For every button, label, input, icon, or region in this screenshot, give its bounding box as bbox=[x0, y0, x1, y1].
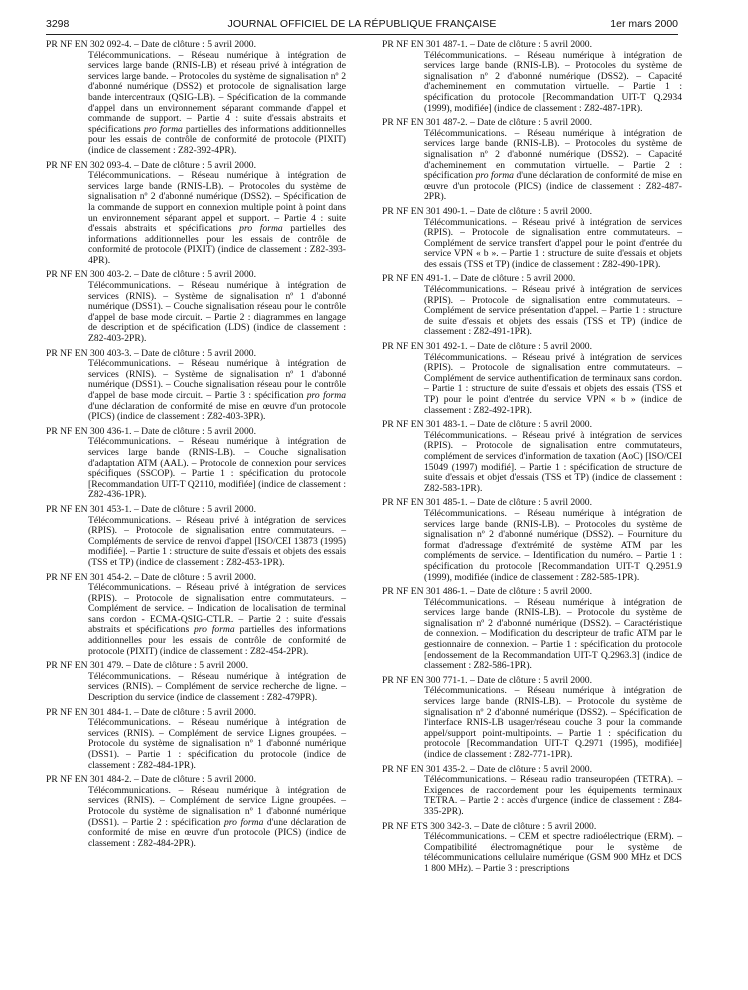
standard-entry bbox=[382, 587, 682, 672]
entry-description: Télécommunications. – Réseau numérique à intégration de services large bande (RNIS-LB). – Couche signalisation d'adaptation ATM (AAL). – Protocole de connexion pour services spécifiques (SSCOP). – Partie 1 : spécification du protocole [Recommandation UIT-T Q2110, modifiée] (indice de classement : Z82-436-1PR). bbox=[88, 436, 346, 501]
entry-reference: PR NF EN 301 453-1. – Date de clôture : 5 avril 2000. bbox=[46, 503, 256, 515]
entry-reference: PR NF EN 301 484-1. – Date de clôture : 5 avril 2000. bbox=[46, 706, 256, 718]
entry-description: Télécommunications. – Réseau privé à intégration de services (RPIS). – Protocole de signalisation entre commutateurs, complément de services d'information de taxation (AoC) [ISO/CEI 15049 (1997) modifié]. – Partie 1 : spécification de structure de suite d'essais et objet d'essais (TSS et TP) (indice de classement : Z82-583-1PR). bbox=[424, 429, 682, 494]
entry-reference: PR NF EN 301 454-2. – Date de clôture : 5 avril 2000. bbox=[46, 571, 256, 583]
standard-entry bbox=[382, 40, 682, 114]
entry-description: Télécommunications. – Réseau numérique à intégration de services (RNIS). – Complément de service Ligne groupées. – Protocole du système de signalisation nº 1 d'abonné numérique (DSS1). – Partie 2 : spécification pro forma d'une déclaration de conformité de mise en œuvre d'un protocole (PICS) (indice de classement : Z82-484-2PR). bbox=[88, 784, 346, 849]
page-number: 3298 bbox=[46, 18, 70, 30]
right-column bbox=[382, 40, 682, 879]
entry-description: Télécommunications. – Réseau numérique à intégration de services (RNIS). – Système de signalisation nº 1 d'abonné numérique (DSS1). – Couche signalisation réseau pour le contrôle d'appel de base mode circuit. – Partie 2 : diagrammes en langage de description et de spécification (LDS) (indice de classement : Z82-403-2PR). bbox=[88, 280, 346, 345]
standard-entry bbox=[382, 822, 682, 875]
entry-reference: PR NF EN 301 486-1. – Date de clôture : 5 avril 2000. bbox=[382, 586, 592, 598]
entry-reference: PR NF EN 300 771-1. – Date de clôture : 5 avril 2000. bbox=[382, 674, 592, 686]
entry-reference: PR NF EN 301 490-1. – Date de clôture : 5 avril 2000. bbox=[382, 205, 592, 217]
entry-reference: PR NF EN 302 093-4. – Date de clôture : 5 avril 2000. bbox=[46, 159, 256, 171]
standard-entry bbox=[382, 765, 682, 818]
standard-entry bbox=[382, 498, 682, 583]
entry-description: Télécommunications. – Réseau privé à intégration de services (RPIS). – Protocole de signalisation entre commutateurs. – Complément de service. – Indication de localisation de terminal sans cordon - ECMA-QSIG-CTLR. – Partie 2 : suite d'essais abstraits et spécifications pro forma partielles des informations additionnelles pour les essais de contrôle de conformité de protocole (PIXIT) (indice de classement : Z82-454-2PR). bbox=[88, 582, 346, 657]
issue-date: 1er mars 2000 bbox=[610, 18, 678, 30]
standard-entry bbox=[382, 118, 682, 203]
entry-description: Télécommunications. – Réseau numérique à intégration de services large bande (RNIS-LB). – Protocole du système de signalisation nº 2 d'abonné numérique (DSS2). – Caractéristique de connexion. – Modification du descripteur de trafic ATM par le gestionnaire de connexion. – Partie 1 : spécification du protocole [endossement de la Recommandation UIT-T Q.2963.3] (indice de classement : Z82-586-1PR). bbox=[424, 596, 682, 672]
entry-reference: PR NF EN 300 436-1. – Date de clôture : 5 avril 2000. bbox=[46, 425, 256, 437]
entry-reference: PR NF EN 491-1. – Date de clôture : 5 avril 2000. bbox=[382, 273, 576, 285]
entry-reference: PR NF EN 301 487-1. – Date de clôture : 5 avril 2000. bbox=[382, 39, 592, 50]
header-rule bbox=[46, 34, 678, 35]
standard-entry bbox=[382, 420, 682, 494]
entry-reference: PR NF EN 302 092-4. – Date de clôture : 5 avril 2000. bbox=[46, 39, 256, 50]
entry-description: Télécommunications. – Réseau numérique à intégration de services large bande (RNIS-LB). – Protocoles du système de signalisation nº 2 d'abonné numérique (DSS2). – Capacité d'acheminement en commutation virtuelle. – Partie 1 : spécification du protocole [Recommandation UIT-T Q.2934 (1999), modifiée] (indice de classement : Z82-487-1PR). bbox=[424, 49, 682, 114]
entry-description: Télécommunications. – Réseau numérique à intégration de services large bande (RNIS-LB) et réseau privé à intégration de services large bande. – Protocoles du système de signalisation nº 2 d'abonné numérique (DSS2) et protocole de signalisation large bande intercentraux (QSIG-LB). – Spécification de la commande d'appel dans un environnement séparant commande d'appel et commande de support. – Partie 4 : suite d'essais abstraits et spécifications pro forma partielles des informations additionnelles pour les essais de contrôle de conformité de protocole (PIXIT) (indice de classement : Z82-392-4PR). bbox=[88, 49, 346, 156]
entry-description: Télécommunications. – Réseau numérique à intégration de services large bande (RNIS-LB). – Protocoles du système de signalisation nº 2 d'abonné numérique (DSS2). – Spécification de la commande de support en connexion multiple point à point dans un environnement séparant appel et support. – Partie 4 : suite d'essais abstraits et spécifications pro forma partielles des informations additionnelles pour les essais de contrôle de conformité de protocole (PIXIT) (indice de classement : Z82-393-4PR). bbox=[88, 170, 346, 266]
standard-entry bbox=[46, 708, 346, 772]
standard-entry bbox=[382, 342, 682, 416]
entry-description: Télécommunications. – Réseau numérique à intégration de services large bande (RNIS-LB). – Protocole du système de signalisation nº 2 d'abonné numérique (DSS2). – Spécification de l'interface RNIS-LB usager/réseau couche 3 pour la commande appel/support point-multipoints. – Partie 1 : spécification du protocole [Recommandation UIT-T Q.2971 (1995), modifiée] (indice de classement : Z82-771-1PR). bbox=[424, 685, 682, 760]
entry-description: Télécommunications. – Réseau numérique à intégration de services (RNIS). – Complément de service Lignes groupées. – Protocole du système de signalisation nº 1 d'abonné numérique (DSS1). – Partie 1 : spécification du protocole (indice de classement : Z82-484-1PR). bbox=[88, 717, 346, 771]
standard-entry bbox=[46, 661, 346, 703]
entry-description: Télécommunications. – Réseau privé à intégration de services (RPIS). – Protocole de signalisation entre commutateurs. – Complément de service authentification de terminaux sans cordon. – Partie 1 : structure de suite d'essais et objets des essais (TSS et TP) pour le point d'entrée du service VPN « b » (indice de classement : Z82-492-1PR). bbox=[424, 351, 682, 416]
standard-entry bbox=[46, 573, 346, 658]
entry-reference: PR NF EN 301 492-1. – Date de clôture : 5 avril 2000. bbox=[382, 341, 592, 353]
entry-reference: PR NF EN 301 435-2. – Date de clôture : 5 avril 2000. bbox=[382, 763, 592, 775]
entry-description: Télécommunications. – Réseau privé à intégration de services (RPIS). – Protocole de signalisation entre commutateurs. – Compléments de service de renvoi d'appel [ISO/CEI 13873 (1995) modifiée]. – Partie 1 : structure de suite d'essais et objets des essais (TSS et TP) (indice de classement : Z82-453-1PR). bbox=[88, 514, 346, 568]
entry-reference: PR NF EN 300 403-3. – Date de clôture : 5 avril 2000. bbox=[46, 347, 256, 359]
standard-entry bbox=[382, 274, 682, 338]
standard-entry bbox=[46, 161, 346, 267]
journal-title: JOURNAL OFFICIEL DE LA RÉPUBLIQUE FRANÇAISE bbox=[227, 18, 497, 30]
standard-entry bbox=[46, 775, 346, 849]
entry-reference: PR NF EN 301 479. – Date de clôture : 5 avril 2000. bbox=[46, 660, 248, 672]
left-column bbox=[46, 40, 346, 853]
standard-entry bbox=[46, 427, 346, 501]
entry-description: Télécommunications. – Réseau numérique à intégration de services large bande (RNIS-LB). – Protocoles du système de signalisation nº 2 d'abonné numérique (DSS2). – Fourniture du format d'adressage d'extrémité de système ATM par les compléments de service. – Identification du numéro. – Partie 1 : spécification du protocole [Recommandation UIT-T Q.2951.9 (1999), modifiée (indice de classement : Z82-585-1PR). bbox=[424, 507, 682, 583]
entry-reference: PR NF ETS 300 342-3. – Date de clôture : 5 avril 2000. bbox=[382, 820, 597, 832]
standard-entry bbox=[382, 676, 682, 761]
entry-description: Télécommunications. – Réseau privé à intégration de services (RPIS). – Protocole de signalisation entre commutateurs. – Complément de service présentation d'appel. – Partie 1 : structure de suite d'essais et objets des essais (TSS et TP) (indice de classement : Z82-491-1PR). bbox=[424, 284, 682, 338]
entry-reference: PR NF EN 301 483-1. – Date de clôture : 5 avril 2000. bbox=[382, 419, 592, 431]
entry-reference: PR NF EN 300 403-2. – Date de clôture : 5 avril 2000. bbox=[46, 269, 256, 281]
entry-description: Télécommunications. – CEM et spectre radioélectrique (ERM). – Compatibilité électromagnétique pour le système de télécommunications cellulaire numérique (GSM 900 MHz et DCS 1 800 MHz). – Partie 3 : prescriptions bbox=[424, 831, 682, 874]
page-header bbox=[46, 18, 678, 32]
standard-entry bbox=[46, 349, 346, 423]
entry-description: Télécommunications. – Réseau numérique à intégration de services (RNIS). – Complément de service recherche de ligne. – Description du service (indice de classement : Z82-479PR). bbox=[88, 670, 346, 704]
entry-reference: PR NF EN 301 485-1. – Date de clôture : 5 avril 2000. bbox=[382, 497, 592, 509]
standard-entry bbox=[382, 207, 682, 271]
standard-entry bbox=[46, 505, 346, 569]
entry-description: Télécommunications. – Réseau radio transeuropéen (TETRA). – Exigences de raccordement pour les équipements terminaux TETRA. – Partie 2 : accès d'urgence (indice de classement : Z84-335-2PR). bbox=[424, 774, 682, 817]
standard-entry bbox=[46, 270, 346, 344]
entry-reference: PR NF EN 301 484-2. – Date de clôture : 5 avril 2000. bbox=[46, 774, 256, 786]
entry-description: Télécommunications. – Réseau numérique à intégration de services large bande (RNIS-LB). – Protocoles du système de signalisation nº 2 d'abonné numérique (DSS2). – Capacité d'acheminement en commutation virtuelle. – Partie 2 : spécification pro forma d'une déclaration de conformité de mise en œuvre d'un protocole (PICS) (indice de classement : Z82-487-2PR). bbox=[424, 127, 682, 203]
entry-reference: PR NF EN 301 487-2. – Date de clôture : 5 avril 2000. bbox=[382, 117, 592, 129]
standard-entry bbox=[46, 40, 346, 157]
entry-description: Télécommunications. – Réseau numérique à intégration de services (RNIS). – Système de signalisation nº 1 d'abonné numérique (DSS1). – Couche signalisation réseau pour le contrôle d'appel de base mode circuit. – Partie 3 : spécification pro forma d'une déclaration de conformité de mise en œuvre d'un protocole (PICS) (indice de classement : Z82-403-3PR). bbox=[88, 358, 346, 423]
entry-description: Télécommunications. – Réseau privé à intégration de services (RPIS). – Protocole de signalisation entre commutateurs. – Complément de service transfert d'appel pour le point d'entrée du service VPN « b ». – Partie 1 : structure de suite d'essais et objets des essais (TSS et TP) (indice de classement : Z82-490-1PR). bbox=[424, 216, 682, 270]
